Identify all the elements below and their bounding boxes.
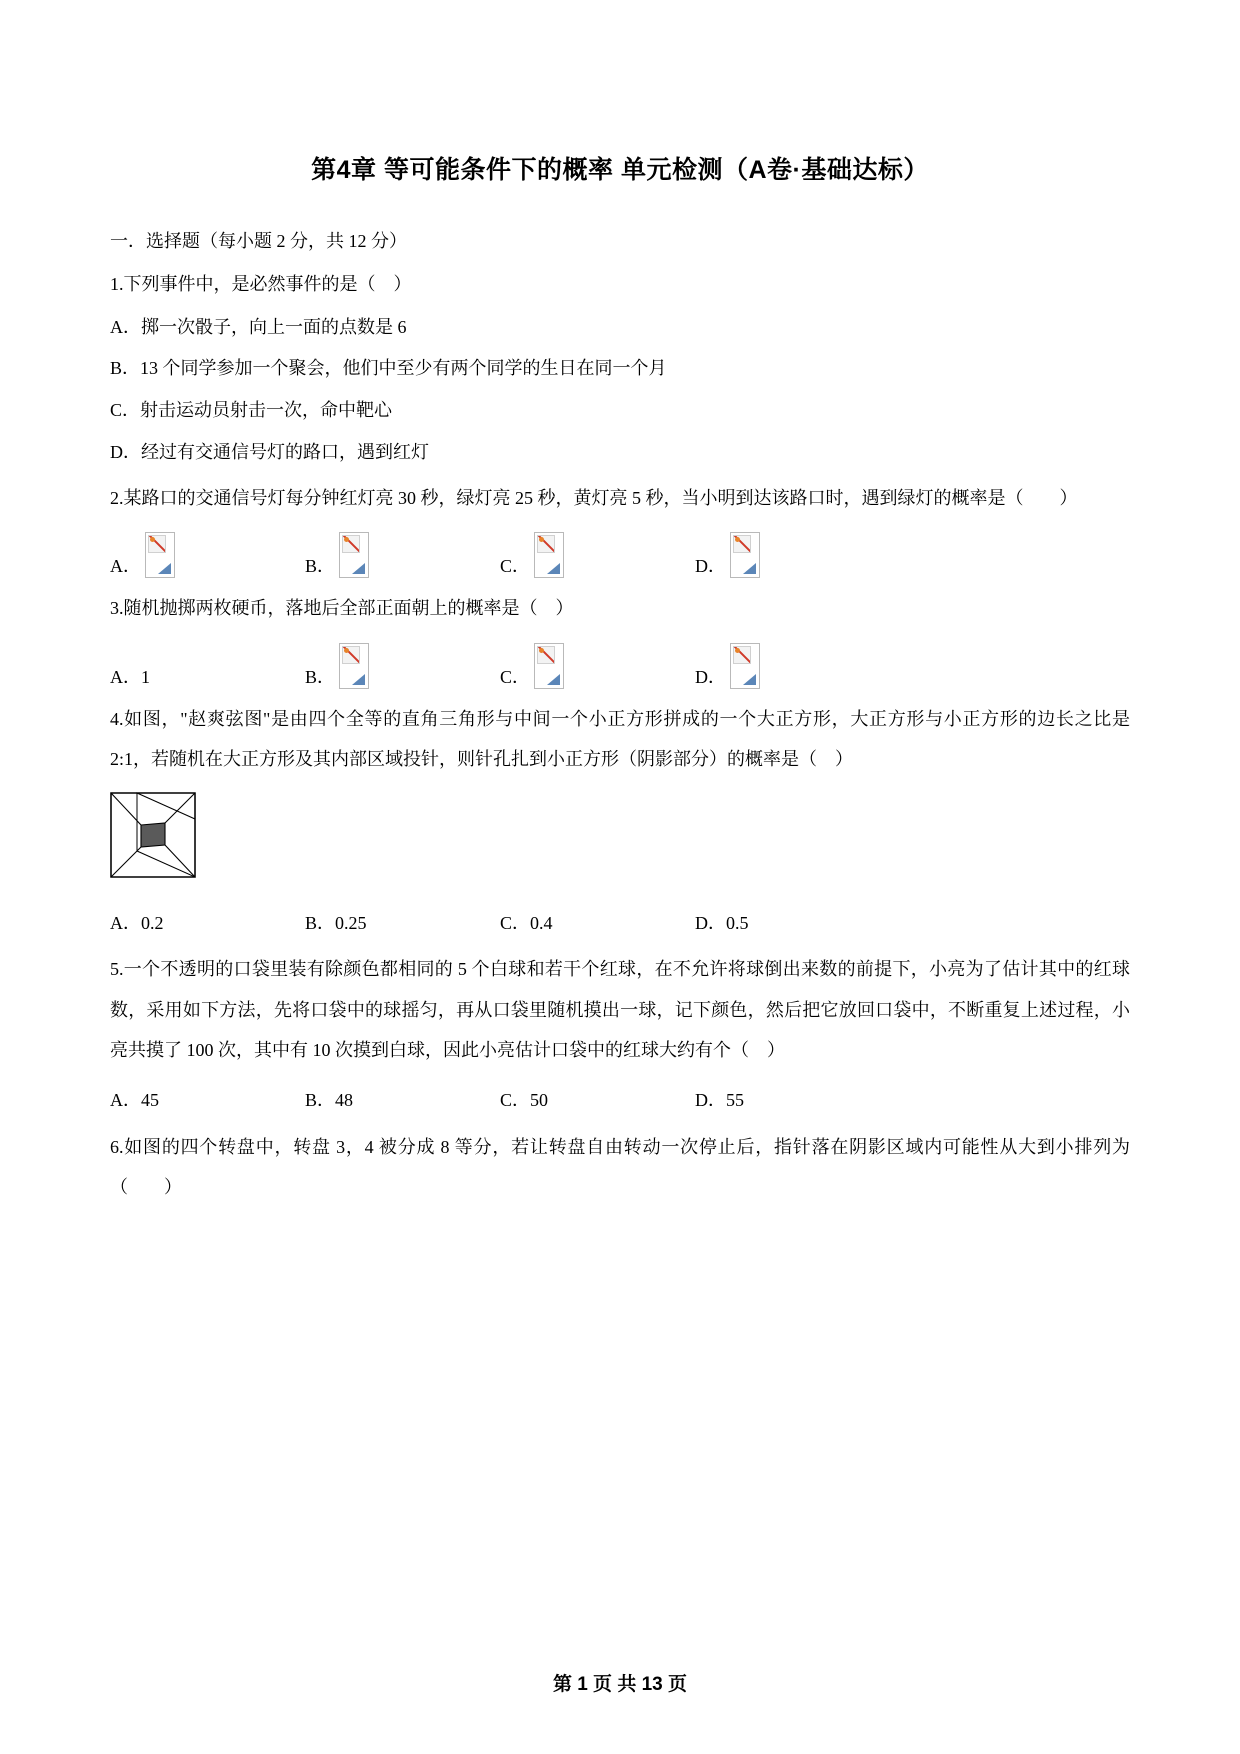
choice-label: C． [500, 666, 531, 687]
question-2-choice-c [500, 532, 695, 578]
question-4-stem: 4.如图，"赵爽弦图"是由四个全等的直角三角形与中间一个小正方形拼成的一个大正方形，大正方形与小正方形的边长之比是 2:1，若随机在大正方形及其内部区域投针，则针孔扎到小正方形（阴影部分）的概率是（ ） [110, 708, 1130, 770]
question-5-stem: 5.一个不透明的口袋里装有除颜色都相同的 5 个白球和若干个红球，在不允许将球倒出来数的前提下，小亮为了估计其中的红球数，采用如下方法，先将口袋中的球摇匀，再从口袋里随机摸出一球，记下颜色，然后把它放回口袋中，不断重复上述过程，小亮共摸了 100 次，其中有 10 次摸到白球，因此小亮估计口袋中的红球大约有个（ ） [110, 959, 1130, 1061]
page-title: 第4章 等可能条件下的概率 单元检测（A卷·基础达标） [311, 156, 929, 184]
broken-image-icon [339, 643, 369, 689]
question-5-answer-b: B．48 [305, 1089, 354, 1110]
question-3-choices [110, 643, 1130, 689]
question-1-option-a: A．掷一次骰子，向上一面的点数是 6 [110, 316, 407, 337]
question-3-choice-a [110, 643, 305, 689]
question-1-option-d: D．经过有交通信号灯的路口，遇到红灯 [110, 442, 429, 463]
choice-label: A．1 [110, 666, 150, 687]
question-1-option-c: C．射击运动员射击一次，命中靶心 [110, 400, 393, 421]
question-2-choice-a [110, 532, 305, 578]
broken-image-icon [534, 643, 564, 689]
question-3-choice-b [305, 643, 500, 689]
broken-image-icon [730, 643, 760, 689]
question-2-choices [110, 532, 1130, 578]
question-2-choice-b [305, 532, 500, 578]
choice-label: B． [305, 666, 336, 687]
question-2-choice-d [695, 532, 890, 578]
choice-label: B． [305, 556, 336, 577]
question-5-answers [110, 1081, 1130, 1121]
question-5-answer-a: A．45 [110, 1089, 159, 1110]
question-3-stem: 3.随机抛掷两枚硬币，落地后全部正面朝上的概率是（ ） [110, 598, 574, 619]
question-4-answer-c: C．0.4 [500, 912, 553, 933]
question-5-answer-c: C．50 [500, 1089, 549, 1110]
page-footer: 第 1 页 共 13 页 [552, 1674, 688, 1695]
question-1-stem: 1.下列事件中，是必然事件的是（ ） [110, 274, 412, 295]
choice-label: D． [695, 666, 726, 687]
question-1-option-b: B．13 个同学参加一个聚会，他们中至少有两个同学的生日在同一个月 [110, 358, 667, 379]
broken-image-icon [534, 532, 564, 578]
question-4-answer-d: D．0.5 [695, 912, 749, 933]
broken-image-icon [145, 532, 175, 578]
question-2-stem: 2.某路口的交通信号灯每分钟红灯亮 30 秒，绿灯亮 25 秒，黄灯亮 5 秒，当小明到达该路口时，遇到绿灯的概率是（ ） [110, 487, 1078, 508]
broken-image-icon [339, 532, 369, 578]
broken-image-icon [730, 532, 760, 578]
question-4-answer-b: B．0.25 [305, 912, 367, 933]
question-4-answers [110, 904, 1130, 944]
question-5-answer-d: D．55 [695, 1089, 744, 1110]
question-3-choice-d [695, 643, 890, 689]
section-heading: 一．选择题（每小题 2 分，共 12 分） [110, 231, 407, 251]
choice-label: A． [110, 556, 141, 577]
zhaoshuang-xiantu-figure [110, 792, 196, 878]
choice-label: C． [500, 556, 531, 577]
choice-label: D． [695, 556, 726, 577]
page-content [110, 0, 1130, 1208]
question-3-choice-c [500, 643, 695, 689]
question-6-stem: 6.如图的四个转盘中，转盘 3，4 被分成 8 等分，若让转盘自由转动一次停止后，指针落在阴影区域内可能性从大到小排列为（ ） [110, 1136, 1130, 1198]
question-4-answer-a: A．0.2 [110, 912, 164, 933]
